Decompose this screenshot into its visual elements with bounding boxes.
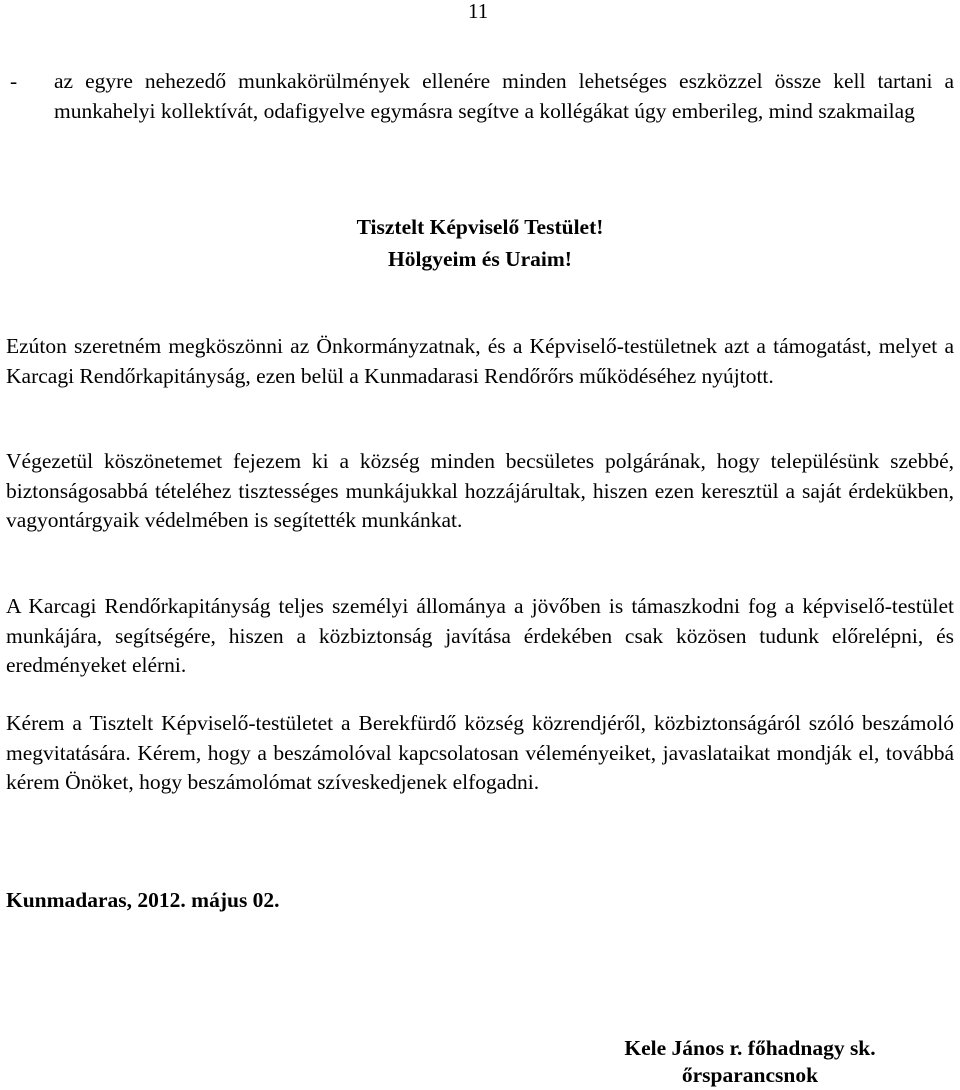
signature-title: őrsparancsnok [681,1063,819,1087]
bullet-item [10,66,954,126]
bullet-marker: - [10,69,18,93]
salutation-line-2: Hölgyeim és Uraim! [388,247,572,271]
paragraph-police-staff: A Karcagi Rendőrkapitányság teljes személyi állománya a jövőben is támaszkodni fog a képviselő-testület munkájára, segítségére, hiszen a közbiztonság javítása érdekében csak közösen tudunk előrelépni, és eredményeket elérni. [6,594,954,677]
signature-name: Kele János r. főhadnagy sk. [624,1036,876,1060]
place-and-date: Kunmadaras, 2012. május 02. [6,888,280,912]
page-number: 11 [468,0,489,23]
bullet-text: az egyre nehezedő munkakörülmények ellenére minden lehetséges eszközzel össze kell tartani a munkahelyi kollektívát, odafigyelve egymásra segítve a kollégákat úgy emberileg, mind szakmailag [54,69,954,123]
paragraph-thanks-council: Ezúton szeretném megköszönni az Önkormányzatnak, és a Képviselő-testületnek azt a támogatást, melyet a Karcagi Rendőrkapitányság, ezen belül a Kunmadarasi Rendőrőrs működéséhez nyújtott. [6,334,954,388]
paragraph-thanks-citizens: Végezetül köszönetemet fejezem ki a község minden becsületes polgárának, hogy településünk szebbé, biztonságosabbá tételéhez tisztességes munkájukkal hozzájárultak, hiszen ezen keresztül a saját érdekükben, vagyontárgyaik védelmében is segítették munkánkat. [6,449,954,532]
paragraph-request: Kérem a Tisztelt Képviselő-testületet a Berekfürdő község közrendjéről, közbiztonságáról szóló beszámoló megvitatására. Kérem, hogy a beszámolóval kapcsolatosan véleményeiket, javaslataikat mondják el, továbbá kérem Önöket, hogy beszámolómat szíveskedjenek elfogadni. [6,711,954,794]
salutation-line-1: Tisztelt Képviselő Testület! [356,215,604,239]
